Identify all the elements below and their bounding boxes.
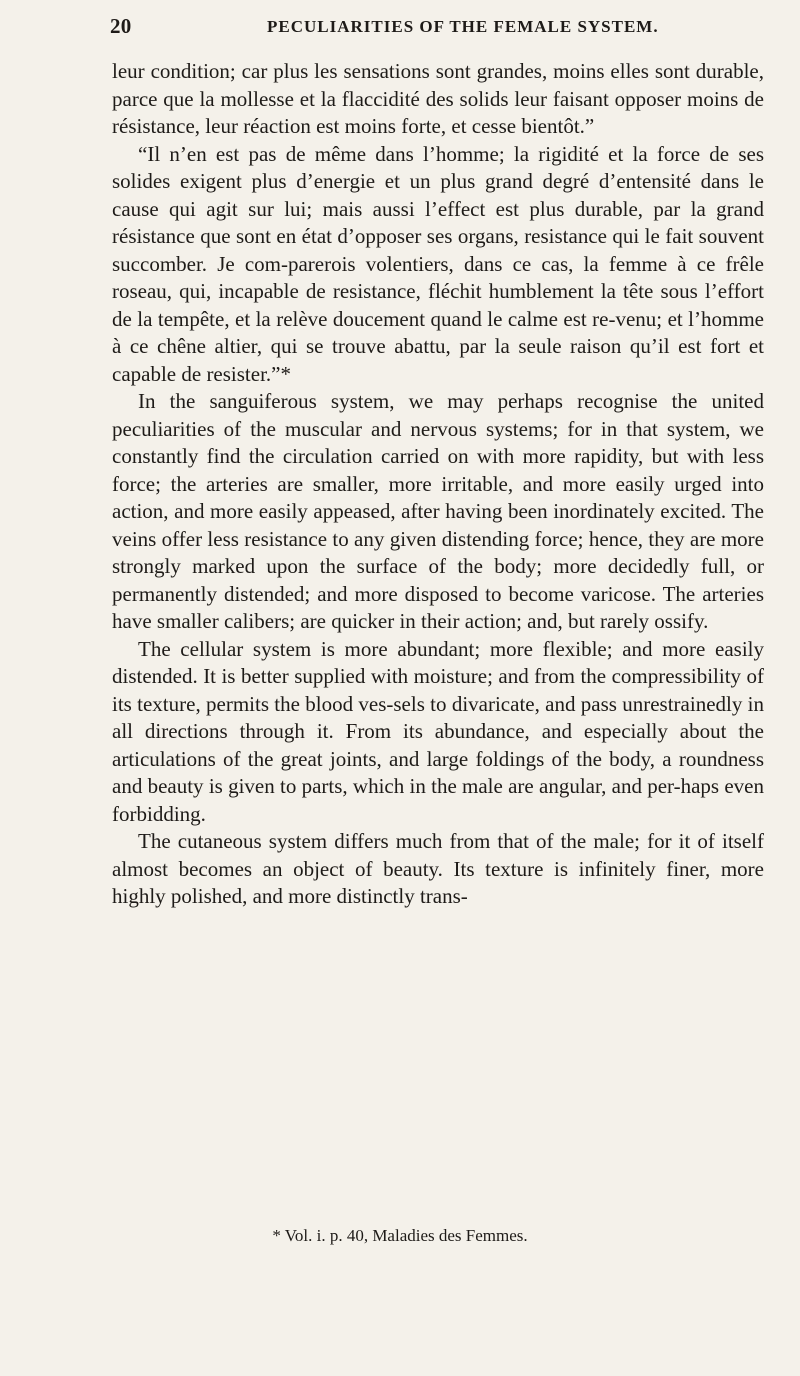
body-text (112, 58, 764, 911)
running-title: PECULIARITIES OF THE FEMALE SYSTEM. (267, 17, 659, 36)
page-number: 20 (110, 14, 132, 38)
paragraph-french-quote: “Il n’en est pas de même dans l’homme; la rigidité et la force de ses solides exigent plus d’energie et un plus grand degré d’entensité dans le cause qui agit sur lui; mais aussi l’effect est plus durable, par la grand résistance que sont en état d’opposer ses organs, resistance qui le fait souvent succomber. Je com-parerois volentiers, dans ce cas, la femme à ce frêle roseau, qui, incapable de resistance, fléchit humblement la tête sous l’effort de la tempête, et la relève doucement quand le calme est re-venu; et l’homme à ce chêne altier, qui se trouve abattu, par la seule raison qu’il est fort et capable de resister.”* (112, 141, 764, 386)
footnote: * Vol. i. p. 40, Maladies des Femmes. (272, 1226, 528, 1245)
paragraph-sanguiferous-system: In the sanguiferous system, we may perhaps recognise the united peculiarities of the muscular and nervous systems; for in that system, we constantly find the circulation carried on with more rapidity, but with less force; the arteries are smaller, more irritable, and more easily urged into action, and more easily appeased, after having been inordinately excited. The veins offer less resistance to any given distending force; hence, they are more strongly marked upon the surface of the body; more decidedly full, or permanently distended; and more disposed to become varicose. The arteries have smaller calibers; are quicker in their action; and, but rarely ossify. (112, 389, 764, 633)
paragraph-continuation: leur condition; car plus les sensations sont grandes, moins elles sont durable, parce que la mollesse et la flaccidité des solids leur faisant opposer moins de résistance, leur réaction est moins forte, et cesse bientôt.” (112, 59, 764, 138)
running-head (110, 8, 760, 42)
paragraph-cutaneous-system: The cutaneous system differs much from that of the male; for it of itself almost becomes an object of beauty. Its texture is infinitely finer, more highly polished, and more distinctly trans- (112, 829, 764, 908)
paragraph-cellular-system: The cellular system is more abundant; more flexible; and more easily distended. It is better supplied with moisture; and from the compressibility of its texture, permits the blood ves-sels to divaricate, and pass unrestrainedly in all directions through it. From its abundance, and especially about the articulations of the great joints, and large foldings of the body, a roundness and beauty is given to parts, which in the male are angular, and per-haps even forbidding. (112, 636, 764, 826)
